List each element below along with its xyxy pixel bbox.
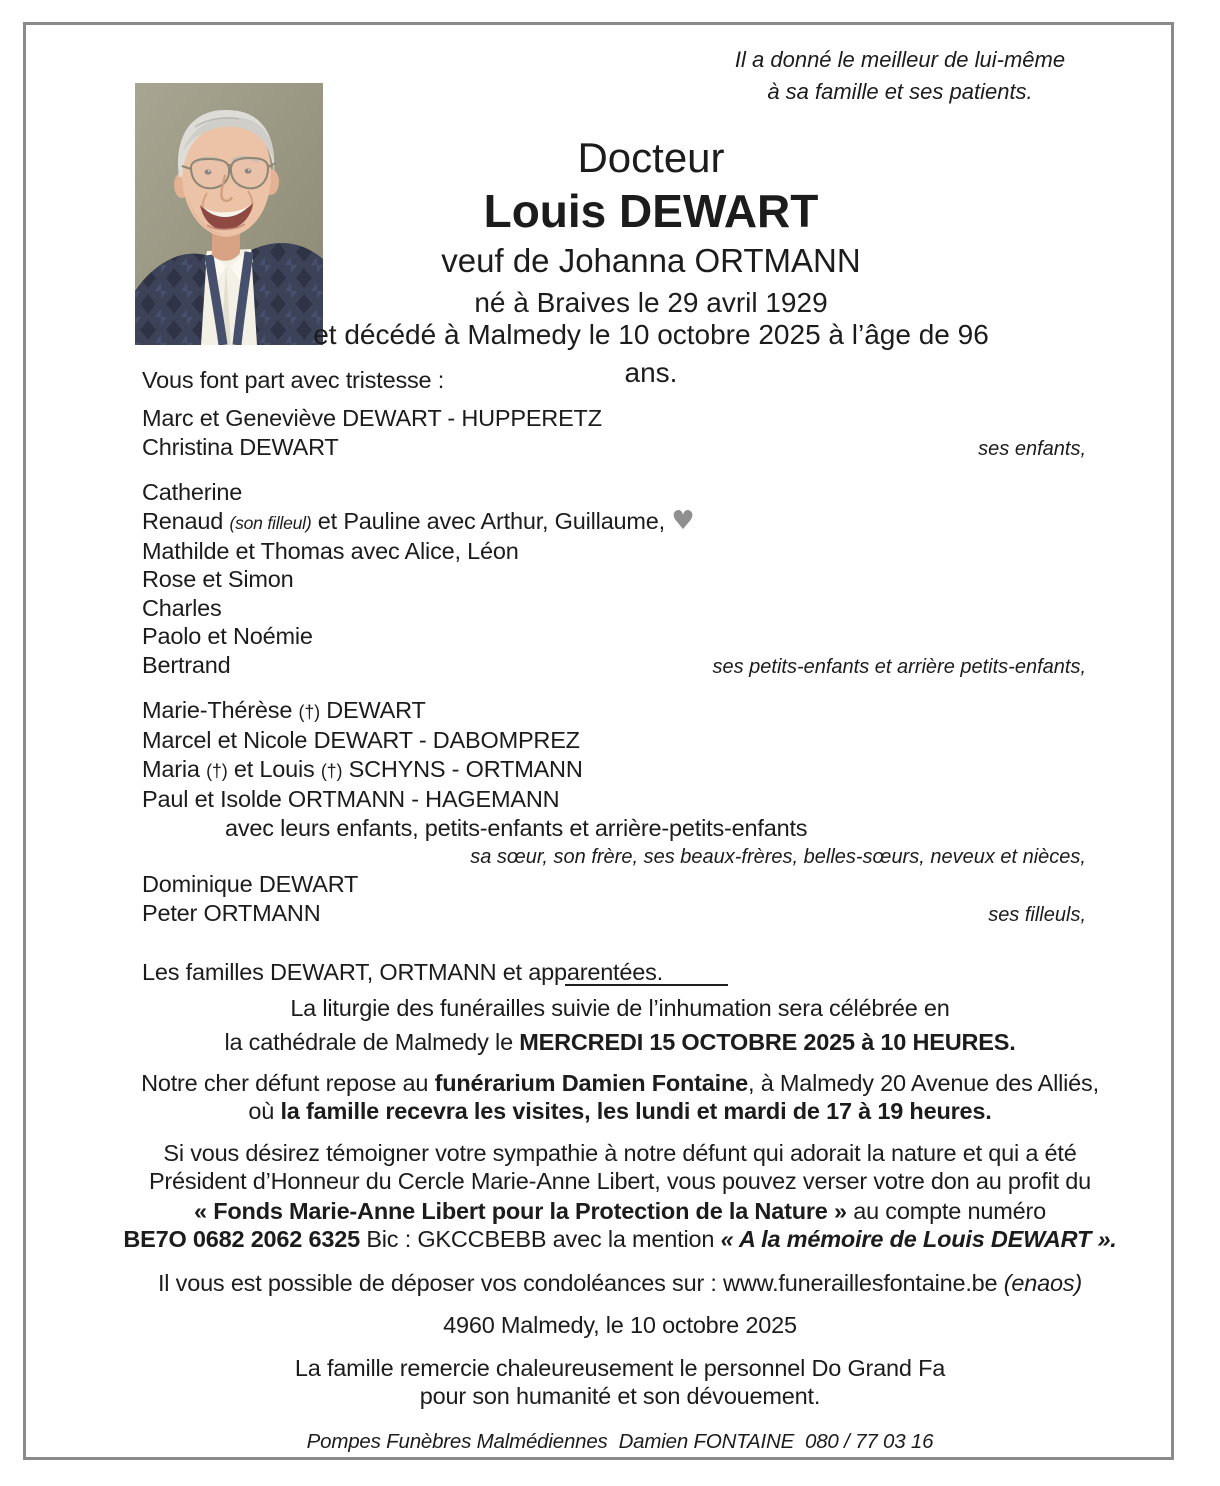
enaos-note: (enaos)	[1003, 1270, 1083, 1296]
liturgy-place: la cathédrale de Malmedy le	[224, 1029, 520, 1055]
grey-heart-icon: ♥	[671, 505, 695, 536]
separator-line	[565, 984, 728, 986]
liturgy-datetime: MERCREDI 15 OCTOBRE 2025 à 10 HEURES.	[519, 1029, 1016, 1055]
birth-line: né à Braives le 29 avril 1929	[474, 287, 828, 318]
family-member: Maria	[142, 755, 207, 782]
donation-line1: Si vous désirez témoigner votre sympathie à notre défunt qui adorait la nature et qui a été	[163, 1140, 1077, 1166]
donation-line2: Président d’Honneur du Cercle Marie-Anne Libert, vous pouvez verser votre don au profit du	[148, 1168, 1092, 1194]
deceased-marker: (†)	[320, 760, 343, 781]
family-line: Paolo et Noémie	[142, 623, 313, 650]
family-line	[142, 696, 1086, 726]
liturgy-line2	[70, 1028, 1170, 1056]
funerarium-address: , à Malmedy 20 Avenue des Alliés,	[748, 1070, 1099, 1096]
funerarium-line2	[70, 1097, 1170, 1125]
funerarium-intro: Notre cher défunt repose au	[141, 1070, 435, 1096]
family-line: Marcel et Nicole DEWART - DABOMPREZ	[142, 727, 580, 754]
family-member: et Louis	[227, 755, 321, 782]
family-member: Bertrand	[142, 651, 231, 678]
funerarium-name: funérarium Damien Fontaine	[434, 1070, 749, 1096]
condolences-line	[70, 1269, 1170, 1297]
thanks-line2: pour son humanité et son dévouement.	[419, 1383, 821, 1409]
family-line	[142, 899, 1086, 929]
family-line: Dominique DEWART	[142, 871, 359, 898]
family-line-descendants: avec leurs enfants, petits-enfants et arrière-petits-enfants	[225, 814, 808, 841]
family-line	[142, 433, 1086, 463]
family-line	[142, 651, 1086, 681]
family-line: Rose et Simon	[142, 566, 294, 593]
date-place-line: 4960 Malmedy, le 10 octobre 2025	[443, 1312, 797, 1338]
family-member: SCHYNS - ORTMANN	[342, 755, 583, 782]
deceased-name: Louis DEWART	[483, 185, 819, 237]
relation-label-grandchildren: ses petits-enfants et arrière petits-enfants,	[712, 655, 1086, 678]
families-line: Les familles DEWART, ORTMANN et apparentées.	[142, 958, 664, 985]
family-line: Charles	[142, 594, 222, 621]
portrait-photo	[135, 83, 323, 345]
funeral-home-footer: Pompes Funèbres Malmédiennes Damien FONTAINE 080 / 77 03 16	[306, 1430, 934, 1453]
relation-label-siblings: sa sœur, son frère, ses beaux-frères, belles-sœurs, neveux et nièces,	[470, 846, 1086, 869]
donation-line4	[70, 1225, 1170, 1253]
donation-line3	[70, 1197, 1170, 1225]
condolences-text: Il vous est possible de déposer vos condoléances sur : www.funeraillesfontaine.be	[157, 1270, 1004, 1296]
document-sheet	[23, 22, 1174, 1460]
relation-label-godchildren: ses filleuls,	[988, 903, 1086, 926]
epitaph-quote-line1: Il a donné le meilleur de lui-même	[734, 47, 1066, 72]
family-line: Marc et Geneviève DEWART - HUPPERETZ	[142, 405, 602, 432]
family-member: Peter ORTMANN	[142, 899, 321, 926]
visits-hours: la famille recevra les visites, les lundi et mardi de 17 à 19 heures.	[280, 1098, 992, 1124]
spouse-line: veuf de Johanna ORTMANN	[441, 242, 861, 279]
intro-line: Vous font part avec tristesse :	[142, 367, 445, 393]
fund-name: « Fonds Marie-Anne Libert pour la Protection de la Nature »	[194, 1198, 847, 1224]
family-member: Renaud	[142, 507, 230, 534]
deceased-marker: (†)	[298, 702, 320, 723]
deceased-header	[301, 132, 1001, 392]
family-line	[142, 755, 1086, 785]
family-member: DEWART	[319, 697, 426, 724]
liturgy-line1: La liturgie des funérailles suivie de l’inhumation sera célébrée en	[290, 995, 950, 1021]
family-line: Catherine	[142, 479, 243, 506]
deceased-marker: (†)	[206, 760, 228, 781]
bic-text: Bic : GKCCBEBB avec la mention	[359, 1226, 721, 1252]
thanks-line1: La famille remercie chaleureusement le personnel Do Grand Fa	[294, 1355, 946, 1381]
family-list	[142, 366, 1086, 986]
visits-prefix: où	[248, 1098, 281, 1124]
account-number: BE7O 0682 2062 6325	[123, 1226, 360, 1252]
family-member: et Pauline avec Arthur, Guillaume,	[311, 507, 672, 534]
epitaph-quote-line2: à sa famille et ses patients.	[767, 79, 1033, 104]
family-line	[142, 507, 1086, 537]
family-line: Mathilde et Thomas avec Alice, Léon	[142, 538, 519, 565]
relation-label-children: ses enfants,	[978, 437, 1086, 460]
godson-note: (son filleul)	[229, 512, 312, 533]
relation-line	[142, 842, 1086, 870]
family-member: Christina DEWART	[142, 433, 339, 460]
family-member: Marie-Thérèse	[142, 697, 299, 724]
epitaph-quote	[620, 44, 1180, 108]
funerarium-line1	[70, 1069, 1170, 1097]
title-docteur: Docteur	[577, 134, 725, 181]
death-line: et décédé à Malmedy le 10 octobre 2025 à l’âge de 96 ans.	[313, 319, 989, 388]
fund-suffix: au compte numéro	[846, 1198, 1046, 1224]
ceremony-details	[70, 994, 1170, 1455]
family-line: Paul et Isolde ORTMANN - HAGEMANN	[142, 786, 560, 813]
memory-mention: « A la mémoire de Louis DEWART ».	[720, 1226, 1117, 1252]
